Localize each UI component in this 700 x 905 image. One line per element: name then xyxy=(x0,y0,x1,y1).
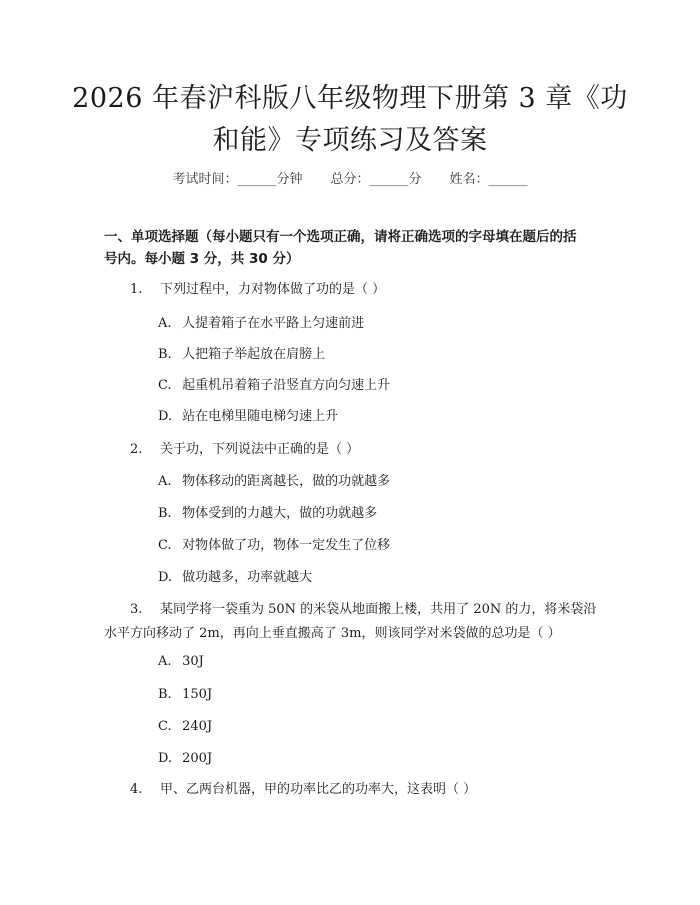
section-heading-line-2: 号内。每小题 3 分，共 30 分） xyxy=(104,251,300,267)
option-2b xyxy=(158,504,377,524)
question-1 xyxy=(104,278,604,302)
question-number: 4. xyxy=(130,782,143,797)
option-label: A. xyxy=(158,474,172,489)
option-3c xyxy=(158,717,212,737)
option-label: C. xyxy=(158,538,172,553)
option-label: B. xyxy=(158,687,172,702)
option-1b xyxy=(158,345,325,365)
option-1a xyxy=(158,314,364,334)
option-label: D. xyxy=(158,409,173,424)
option-3a xyxy=(158,652,204,672)
option-text: 做功越多，功率就越大 xyxy=(182,570,313,585)
option-text: 对物体做了功，物体一定发生了位移 xyxy=(182,538,391,553)
student-name: 姓名：______ xyxy=(449,172,528,187)
option-text: 人提着箱子在水平路上匀速前进 xyxy=(182,316,365,331)
question-text: 甲、乙两台机器，甲的功率比乙的功率大，这表明（ ） xyxy=(160,782,477,797)
option-label: C. xyxy=(158,719,172,734)
question-3 xyxy=(104,598,604,646)
option-text: 人把箱子举起放在肩膀上 xyxy=(182,347,326,362)
option-label: D. xyxy=(158,570,173,585)
option-text: 200J xyxy=(182,751,213,766)
option-label: A. xyxy=(158,316,172,331)
question-text: 关于功，下列说法中正确的是（ ） xyxy=(160,442,360,457)
option-text: 物体受到的力越大，做的功就越多 xyxy=(182,506,378,521)
option-1d xyxy=(158,407,338,427)
question-text: 下列过程中，力对物体做了功的是（ ） xyxy=(160,282,386,297)
question-number: 1. xyxy=(130,282,143,297)
question-number: 2. xyxy=(130,442,143,457)
option-text: 240J xyxy=(182,719,213,734)
option-2a xyxy=(158,472,390,492)
question-4 xyxy=(104,778,604,802)
option-3b xyxy=(158,685,212,705)
exam-meta xyxy=(0,168,700,187)
option-label: B. xyxy=(158,506,172,521)
question-2 xyxy=(104,438,604,462)
option-text: 物体移动的距离越长，做的功就越多 xyxy=(182,474,391,489)
question-text-line-2: 水平方向移动了 2m，再向上垂直搬高了 3m，则该同学对米袋做的总功是（ ） xyxy=(104,626,561,641)
option-1c xyxy=(158,376,390,396)
question-text-line-1: 某同学将一袋重为 50N 的米袋从地面搬上楼，共用了 20N 的力，将米袋沿 xyxy=(160,602,597,617)
option-label: B. xyxy=(158,347,172,362)
option-2c xyxy=(158,536,390,556)
total-score: 总分：______分 xyxy=(330,172,422,187)
section-heading xyxy=(104,226,604,270)
option-text: 30J xyxy=(182,654,204,669)
option-2d xyxy=(158,568,312,588)
option-text: 站在电梯里随电梯匀速上升 xyxy=(182,409,339,424)
question-number: 3. xyxy=(130,602,143,617)
title-line-1: 2026 年春沪科版八年级物理下册第 3 章《功 xyxy=(72,83,628,114)
option-text: 150J xyxy=(182,687,213,702)
option-3d xyxy=(158,749,212,769)
title-line-2: 和能》专项练习及答案 xyxy=(212,125,488,156)
option-label: C. xyxy=(158,378,172,393)
option-label: D. xyxy=(158,751,173,766)
option-label: A. xyxy=(158,654,172,669)
option-text: 起重机吊着箱子沿竖直方向匀速上升 xyxy=(182,378,391,393)
page-title xyxy=(60,78,640,162)
section-heading-line-1: 一、单项选择题（每小题只有一个选项正确，请将正确选项的字母填在题后的括 xyxy=(104,229,577,245)
exam-time: 考试时间：______分钟 xyxy=(172,172,303,187)
